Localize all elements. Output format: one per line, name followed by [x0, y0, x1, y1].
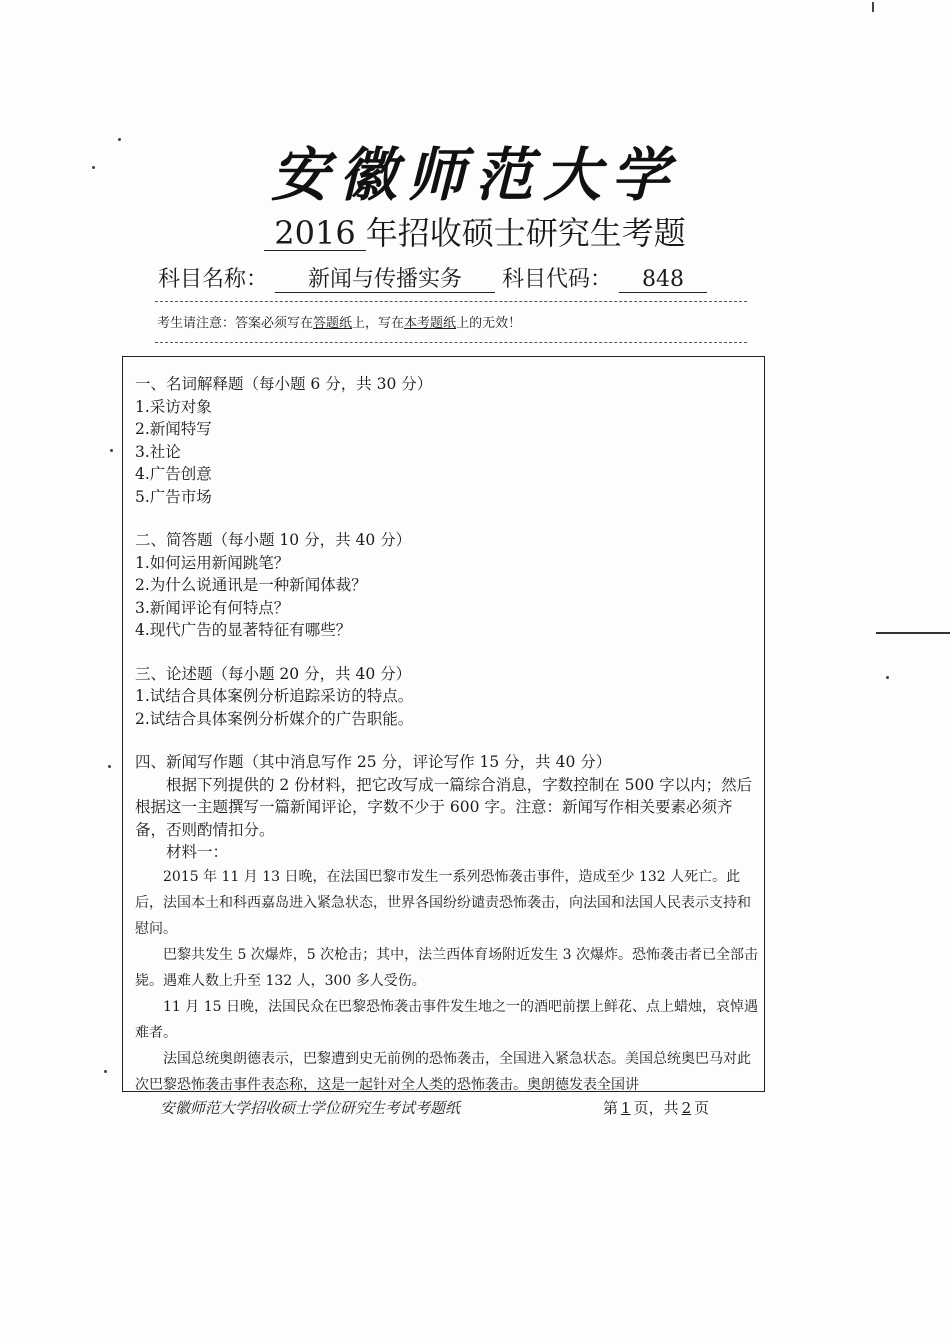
divider-top	[155, 301, 747, 302]
university-name: 安徽师范大学	[270, 141, 679, 209]
page-middle: 页，共	[633, 1099, 679, 1117]
exam-year: 2016	[264, 216, 365, 251]
notice-suffix: 上的无效！	[456, 316, 522, 331]
scan-speck	[110, 449, 113, 452]
material-paragraph: 11 月 15 日晚，法国民众在巴黎恐怖袭击事件发生地之一的酒吧前摆上鲜花、点上蜡烛，哀悼遇难者。	[135, 998, 758, 1041]
question-item: 1.如何运用新闻跳笔？	[135, 553, 290, 572]
section-3	[135, 663, 760, 731]
question-item: 2.为什么说通讯是一种新闻体裁？	[135, 576, 367, 594]
notice	[157, 312, 521, 331]
section-1	[135, 373, 760, 508]
question-item: 1.采访对象	[135, 397, 212, 416]
scan-speck	[886, 676, 889, 679]
page-prefix: 第	[603, 1099, 619, 1117]
subject-name: 新闻与传播实务	[275, 268, 495, 293]
material-paragraph: 巴黎共发生 5 次爆炸，5 次枪击；其中，法兰西体育场附近发生 3 次爆炸。恐怖袭击者已全部击毙。遇难人数上升至 132 人，300 多人受伤。	[135, 946, 758, 989]
notice-middle: 上，写在	[352, 316, 405, 331]
page-current: 1	[621, 1099, 631, 1117]
page-indicator	[603, 1097, 709, 1118]
divider-bottom	[155, 342, 747, 343]
scan-speck	[104, 1070, 107, 1073]
section-title: 一、名词解释题（每小题 6 分，共 30 分）	[135, 375, 433, 393]
notice-question-sheet: 本考题纸	[404, 316, 457, 331]
subject-label: 科目名称：	[158, 267, 269, 292]
question-item: 4.广告创意	[135, 465, 212, 483]
question-item: 2.新闻特写	[135, 420, 212, 438]
page-suffix: 页	[694, 1099, 710, 1117]
section-title: 二、简答题（每小题 10 分，共 40 分）	[135, 531, 412, 549]
question-item: 5.广告市场	[135, 487, 212, 506]
section-2	[135, 529, 760, 642]
material-label: 材料一：	[166, 843, 229, 861]
writing-instructions: 根据下列提供的 2 份材料，把它改写成一篇综合消息，字数控制在 500 字以内；然后根据这一主题撰写一篇新闻评论，字数不少于 600 字。注意：新闻写作相关要素必须齐备，否则酌情扣分。	[135, 775, 753, 839]
material-text	[135, 864, 760, 1098]
code-label: 科目代码：	[502, 267, 613, 292]
material-paragraph: 法国总统奥朗德表示，巴黎遭到史无前例的恐怖袭击，全国进入紧急状态。美国总统奥巴马对此次巴黎恐怖袭击事件表态称，这是一起针对全人类的恐怖袭击。奥朗德发表全国讲	[135, 1050, 751, 1093]
question-item: 1.试结合具体案例分析追踪采访的特点。	[135, 687, 414, 705]
page-total: 2	[681, 1099, 692, 1117]
scan-speck	[108, 765, 111, 768]
question-content	[135, 373, 760, 1098]
exam-title	[0, 208, 950, 254]
scan-mark	[876, 632, 950, 634]
material-paragraph: 2015 年 11 月 13 日晚，在法国巴黎市发生一系列恐怖袭击事件，造成至少 132 人死亡。此后，法国本土和科西嘉岛进入紧急状态，世界各国纷纷谴责恐怖袭击，向法国和法国人民表示支持和慰问。	[135, 868, 751, 937]
exam-title-text: 年招收硕士研究生考题	[365, 214, 686, 252]
notice-prefix: 考生请注意：答案必须写在	[157, 316, 314, 331]
scan-speck	[872, 2, 874, 12]
section-title: 四、新闻写作题（其中消息写作 25 分，评论写作 15 分，共 40 分）	[135, 753, 612, 771]
section-title: 三、论述题（每小题 20 分，共 40 分）	[135, 664, 412, 683]
question-item: 4.现代广告的显著特征有哪些？	[135, 621, 352, 639]
question-item: 3.社论	[135, 442, 181, 461]
subject-line	[158, 262, 707, 293]
question-item: 3.新闻评论有何特点？	[135, 598, 290, 617]
scan-speck	[118, 138, 121, 141]
scan-speck	[92, 166, 95, 169]
footer-institution: 安徽师范大学招收硕士学位研究生考试考题纸	[160, 1099, 461, 1117]
subject-code: 848	[619, 268, 707, 293]
notice-answer-sheet: 答题纸	[313, 316, 353, 331]
section-4	[135, 751, 760, 1098]
question-item: 2.试结合具体案例分析媒介的广告职能。	[135, 709, 414, 728]
